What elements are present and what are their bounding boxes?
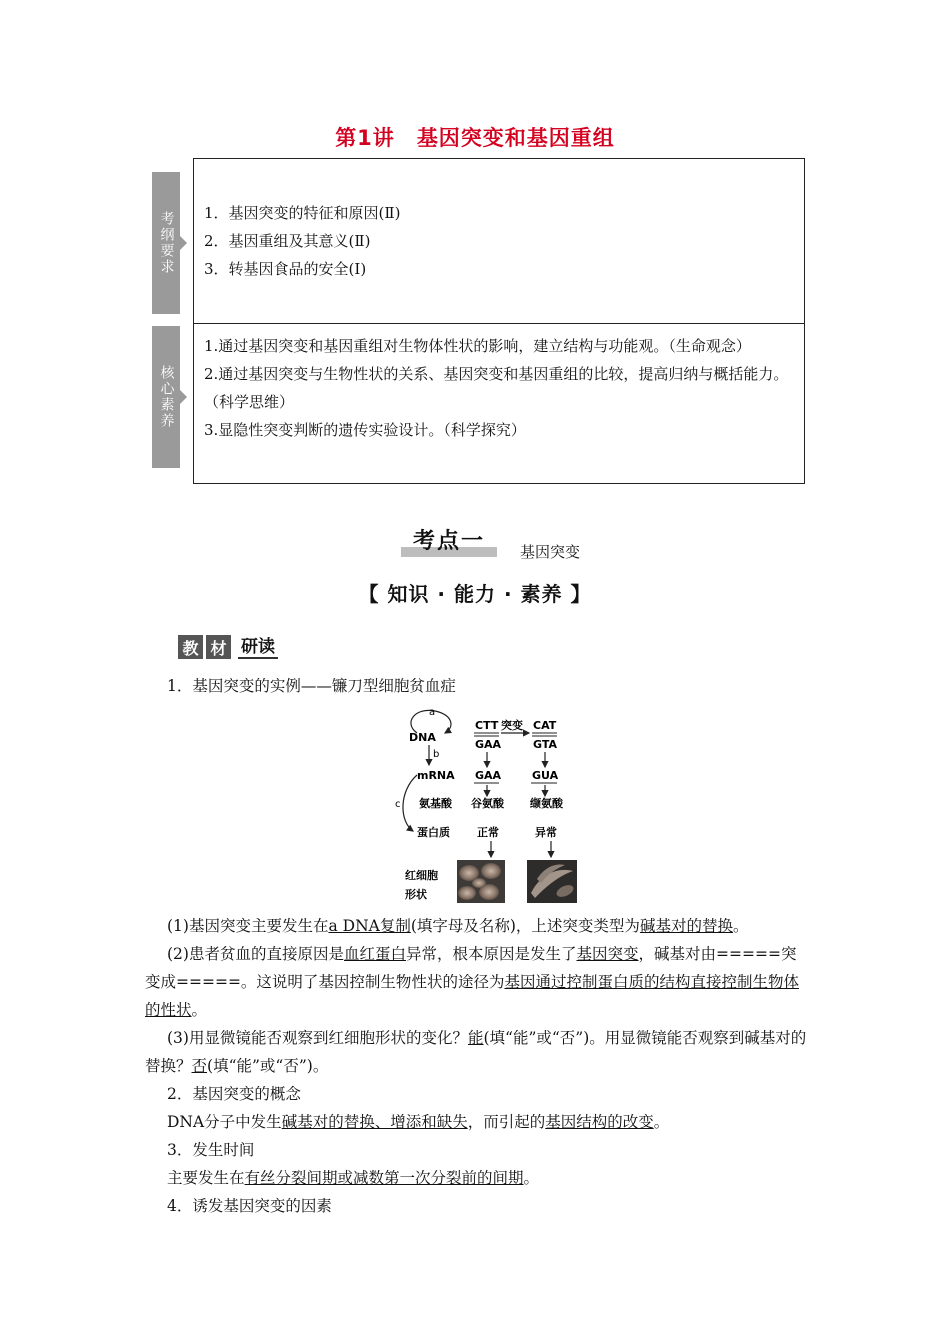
kaogang-box xyxy=(193,158,805,324)
label-glu: 谷氨酸 xyxy=(471,797,504,810)
answer: 能 xyxy=(467,1029,484,1047)
answer: a DNA复制 xyxy=(328,917,411,935)
answer: 血红蛋白 xyxy=(343,945,406,963)
label-ctt: CTT xyxy=(475,719,499,732)
label-gta: GTA xyxy=(533,738,557,751)
label-gua: GUA xyxy=(532,769,559,782)
translation-arrow xyxy=(403,775,417,831)
kaogang-item: 1．基因突变的特征和原因(Ⅱ) xyxy=(204,204,401,222)
kaodian-label: 考点一 xyxy=(405,529,493,554)
label-gaa-dna: GAA xyxy=(475,738,502,751)
label-b: b xyxy=(433,749,440,760)
question-2: (2)患者贫血的直接原因是血红蛋白异常，根本原因是发生了基因突变，碱基对由=====突变成=====。这说明了基因控制生物性状的途径为基因通过控制蛋白质的结构直接控制生物体的性状。 xyxy=(145,945,799,1019)
section-1-title: 1．基因突变的实例——镰刀型细胞贫血症 xyxy=(167,677,456,695)
tag-kaogang: 考纲要求 xyxy=(152,172,180,314)
section-4-title: 4．诱发基因突变的因素 xyxy=(167,1197,332,1215)
answer: 碱基对的替换 xyxy=(639,917,733,935)
label-mutation: 突变 xyxy=(501,719,523,732)
label-c: c xyxy=(395,799,401,810)
question-1: (1)基因突变主要发生在a DNA复制(填字母及名称)，上述突变类型为碱基对的替换。 xyxy=(167,917,749,935)
label-cat: CAT xyxy=(533,719,557,732)
label-normal: 正常 xyxy=(477,826,499,839)
label-amino-acid: 氨基酸 xyxy=(419,797,452,810)
section-2-title: 2．基因突变的概念 xyxy=(167,1085,301,1103)
sickle-cell-diagram xyxy=(395,703,590,905)
kaogang-item: 2．基因重组及其意义(Ⅱ) xyxy=(204,232,371,250)
label-val: 缬氨酸 xyxy=(530,797,563,810)
hexin-item: 1.通过基因突变和基因重组对生物体性状的影响，建立结构与功能观。（生命观念） xyxy=(204,337,751,355)
answer: 否 xyxy=(191,1057,208,1075)
label-rbc: 红细胞 xyxy=(405,869,438,882)
page-title xyxy=(0,122,950,152)
section-2-body: DNA分子中发生碱基对的替换、增添和缺失，而引起的基因结构的改变。 xyxy=(167,1113,670,1131)
answer: 基因突变 xyxy=(576,945,639,963)
lecture-topic: 基因突变和基因重组 xyxy=(416,126,615,150)
kaodian-subtitle: 基因突变 xyxy=(520,543,581,561)
jiaocai-heading xyxy=(178,632,278,659)
label-gaa-mrna: GAA xyxy=(475,769,502,782)
normal-rbc-image xyxy=(457,860,505,903)
content-body xyxy=(145,912,810,1220)
answer: 碱基对的替换、增添和缺失 xyxy=(281,1113,468,1131)
label-dna: DNA xyxy=(409,731,436,744)
lecture-number: 第1讲 xyxy=(335,126,395,150)
jiaocai-char: 材 xyxy=(206,635,231,659)
kaogang-item: 3．转基因食品的安全(Ⅰ) xyxy=(204,260,367,278)
hexin-item: 3.显隐性突变判断的遗传实验设计。（科学探究） xyxy=(204,421,526,439)
question-3: (3)用显微镜能否观察到红细胞形状的变化？能(填“能”或“否”)。用显微镜能否观察到碱基对的替换？否(填“能”或“否”)。 xyxy=(145,1029,807,1075)
sickle-rbc-image xyxy=(527,860,577,903)
hexin-item: 2.通过基因突变与生物性状的关系、基因突变和基因重组的比较，提高归纳与概括能力。（科学思维） xyxy=(204,365,789,411)
label-abnormal: 异常 xyxy=(535,826,557,839)
label-mrna: mRNA xyxy=(417,769,455,782)
jiaocai-char: 教 xyxy=(178,635,203,659)
answer: 有丝分裂间期或减数第一次分裂前的间期 xyxy=(244,1169,524,1187)
kaodian-heading xyxy=(405,524,493,555)
label-protein: 蛋白质 xyxy=(417,826,450,839)
answer: 基因结构的改变 xyxy=(545,1113,654,1131)
hexin-box xyxy=(193,324,805,484)
section-3-title: 3．发生时间 xyxy=(167,1141,255,1159)
section-banner: 【 知识 · 能力 · 素养 】 xyxy=(358,582,592,606)
answer: 基因通过控制蛋白质的结构直接控制生物体的性状 xyxy=(145,973,799,1019)
section-3-body: 主要发生在有丝分裂间期或减数第一次分裂前的间期。 xyxy=(167,1169,540,1187)
jiaocai-rest: 研读 xyxy=(238,632,278,659)
label-shape: 形状 xyxy=(405,888,427,901)
label-a: a xyxy=(429,707,436,718)
tag-hexin: 核心素养 xyxy=(152,326,180,468)
